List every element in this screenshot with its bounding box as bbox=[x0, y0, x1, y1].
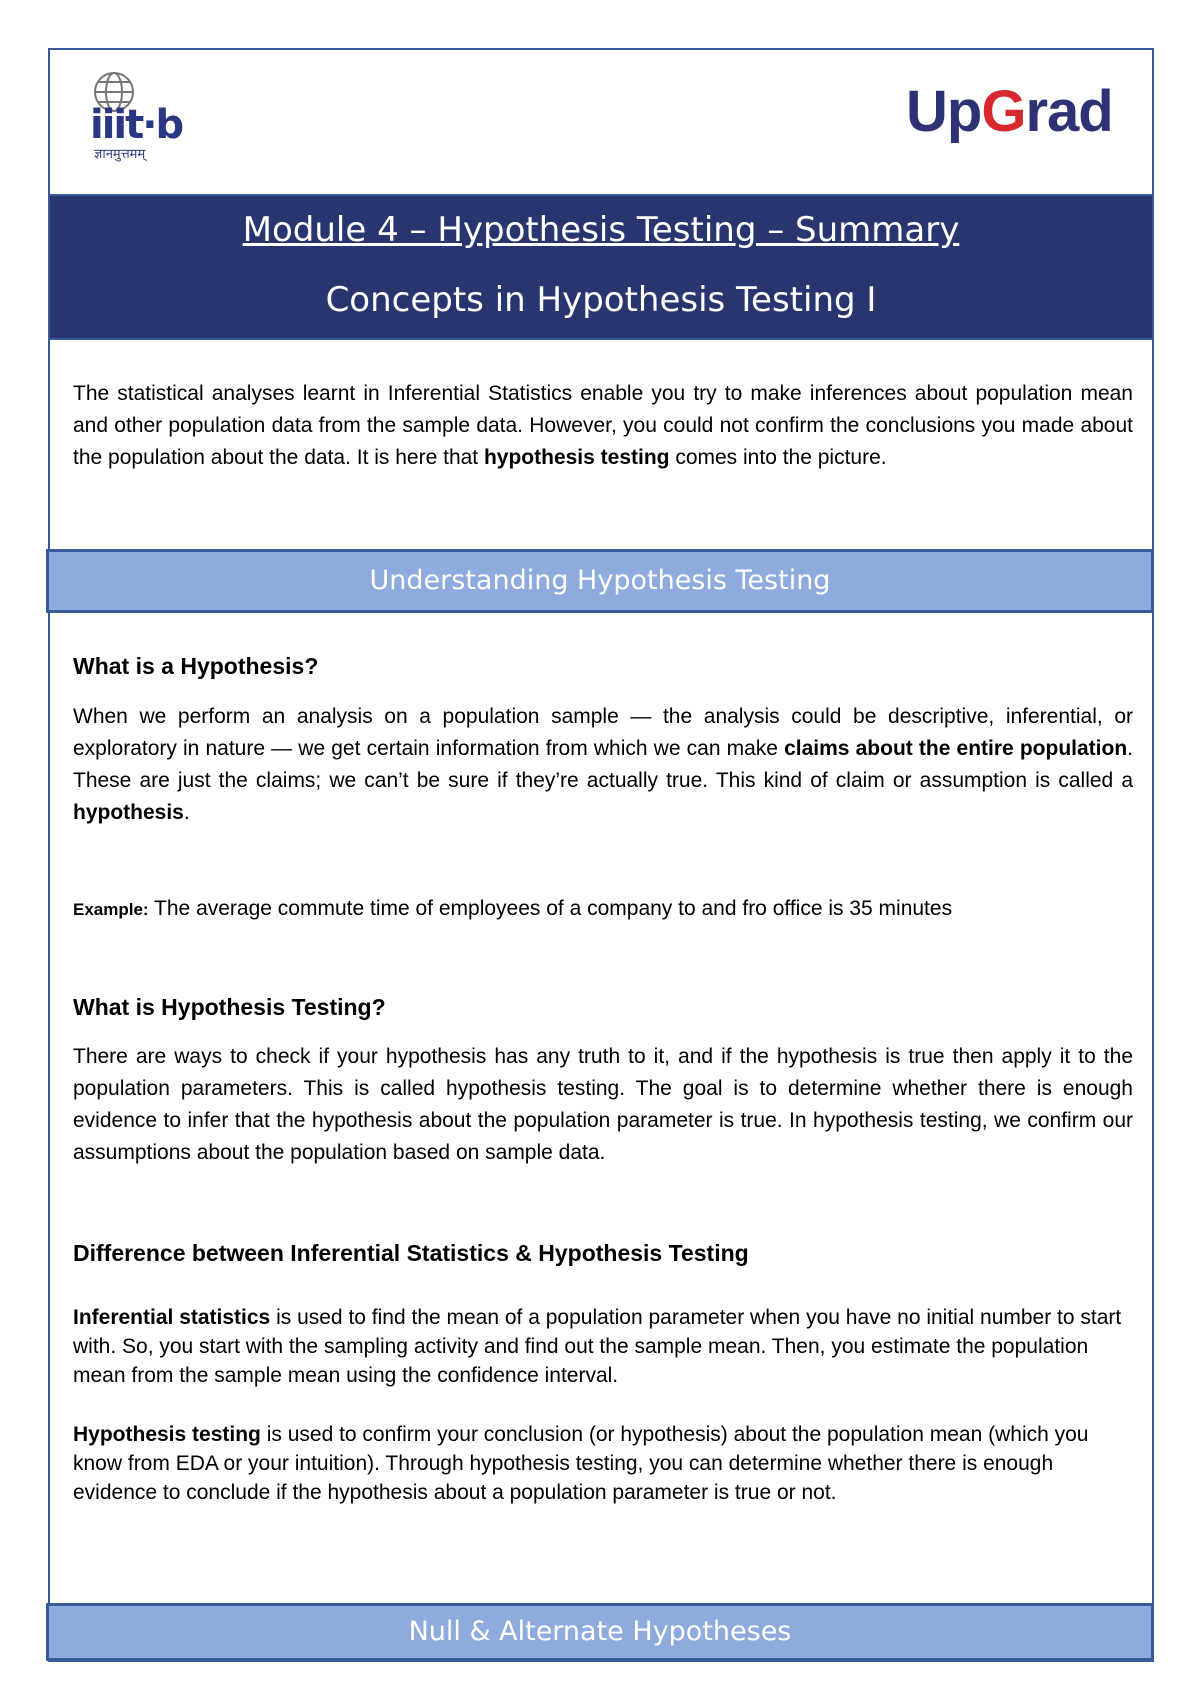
upgrad-logo-up: Up bbox=[906, 79, 982, 144]
hypothesis-text-bold-claims: claims about the entire population bbox=[784, 737, 1128, 760]
iiitb-logo-motto: ज्ञानमुत्तमम् bbox=[94, 147, 146, 162]
testing-paragraph: There are ways to check if your hypothesis has any truth to it, and if the hypothesis is true then apply it to the population parameters. This is called hypothesis testing. The goal is to determine whether there is enough evidence to infer that the hypothesis about the population parameter is true. In hypothesis testing, we confirm our assumptions about the population based on sample data. bbox=[73, 1045, 1133, 1164]
intro-paragraph bbox=[73, 378, 1133, 474]
hypothesis-testing-bold: Hypothesis testing bbox=[73, 1423, 261, 1446]
hypothesis-testing-text: is used to confirm your conclusion (or hypothesis) about the population mean (which you know from EDA or your intuition). Through hypothesis testing, you can determine whether there is enough evidence to conclude if the hypothesis about a population parameter is true or not. bbox=[73, 1423, 1089, 1504]
module-subtitle: Concepts in Hypothesis Testing I bbox=[325, 280, 877, 320]
hypothesis-text-e: . bbox=[183, 801, 190, 824]
iiitb-logo-text: iiit·b bbox=[90, 102, 183, 148]
hypothesis-paragraph bbox=[73, 701, 1133, 829]
heading-difference: Difference between Inferential Statistics & Hypothesis Testing bbox=[73, 1240, 749, 1266]
intro-text-c: comes into the picture. bbox=[669, 446, 887, 469]
intro-text-bold: hypothesis testing bbox=[483, 446, 670, 469]
upgrad-logo-g: G bbox=[981, 79, 1026, 144]
title-band bbox=[48, 194, 1154, 340]
module-title: Module 4 – Hypothesis Testing – Summary bbox=[242, 210, 960, 250]
iiitb-logo bbox=[90, 72, 200, 162]
hypothesis-testing-paragraph bbox=[73, 1420, 1133, 1507]
upgrad-logo bbox=[906, 78, 1113, 145]
section-header-null-alternate: Null & Alternate Hypotheses bbox=[46, 1603, 1154, 1661]
hypothesis-text-bold-hypothesis: hypothesis bbox=[73, 801, 184, 824]
inferential-bold: Inferential statistics bbox=[73, 1306, 271, 1329]
example-text: The average commute time of employees of a company to and fro office is 35 minutes bbox=[148, 897, 953, 920]
hypothesis-text-a: When we perform an analysis on a population sample — the analysis could be descriptive, inferential, or exploratory in nature — we get certain information from which we can make bbox=[73, 705, 1133, 760]
inferential-text: is used to find the mean of a population parameter when you have no initial number to start with. So, you start with the sampling activity and find out the sample mean. Then, you estimate the population mean from the sample mean using the confidence interval. bbox=[73, 1306, 1122, 1387]
intro-text-a: The statistical analyses learnt in Inferential Statistics enable you try to make inferences about population mean and other population data from the sample data. However, you could not confirm the conclusions you made about the population about the data. It is here that bbox=[73, 382, 1133, 469]
heading-what-is-hypothesis: What is a Hypothesis? bbox=[73, 653, 319, 679]
section-header-understanding: Understanding Hypothesis Testing bbox=[46, 549, 1154, 613]
upgrad-logo-rad: rad bbox=[1025, 79, 1113, 144]
hypothesis-text-c: . These are just the claims; we can’t be sure if they’re actually true. This kind of claim or assumption is called a bbox=[73, 737, 1133, 792]
inferential-paragraph bbox=[73, 1303, 1133, 1390]
example-label: Example: bbox=[73, 900, 149, 919]
heading-what-is-testing: What is Hypothesis Testing? bbox=[73, 994, 386, 1020]
example-line bbox=[73, 893, 1133, 926]
